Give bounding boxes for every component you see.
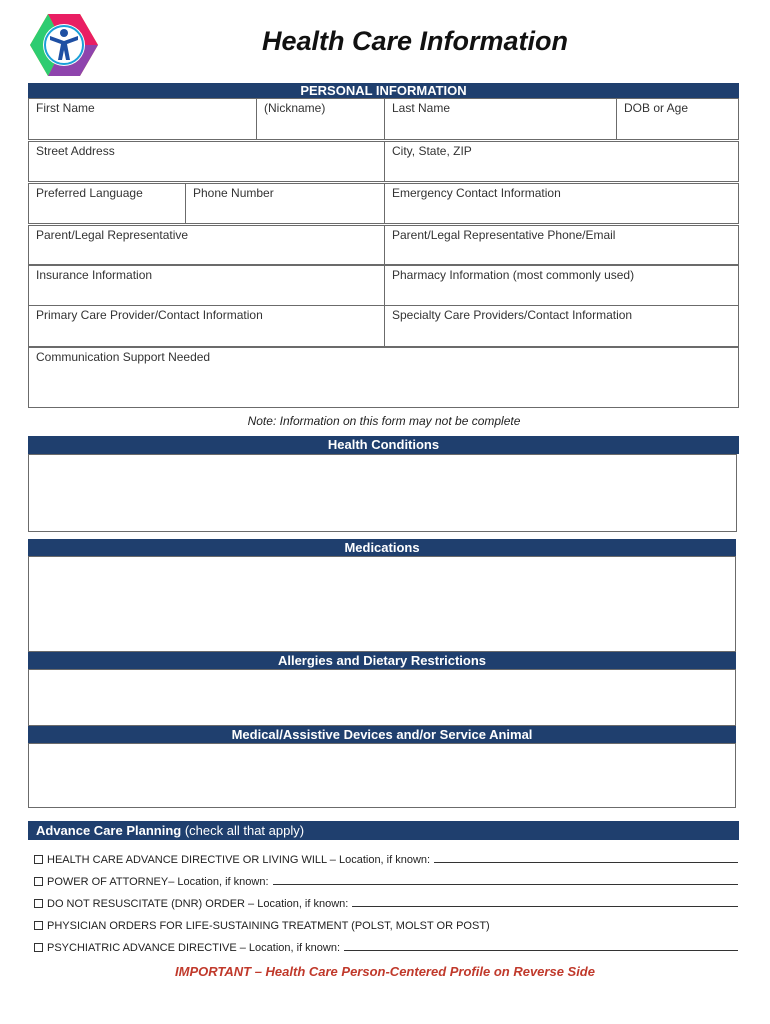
city-state-zip-label: City, State, ZIP bbox=[392, 144, 472, 158]
primary-care-label: Primary Care Provider/Contact Information bbox=[36, 308, 263, 322]
communication-support-field[interactable] bbox=[28, 347, 739, 408]
parent-contact-field[interactable] bbox=[384, 225, 739, 265]
power-of-attorney-row[interactable] bbox=[34, 872, 738, 888]
preferred-language-label: Preferred Language bbox=[36, 186, 143, 200]
first-name-field[interactable] bbox=[28, 98, 257, 140]
dob-label: DOB or Age bbox=[624, 101, 689, 115]
health-conditions-header: Health Conditions bbox=[28, 436, 739, 454]
psychiatric-directive-checkbox[interactable] bbox=[34, 943, 43, 952]
street-address-label: Street Address bbox=[36, 144, 115, 158]
parent-representative-field[interactable] bbox=[28, 225, 385, 265]
psychiatric-directive-location-line[interactable] bbox=[344, 950, 738, 951]
city-state-zip-field[interactable] bbox=[384, 141, 739, 182]
dnr-order-row[interactable] bbox=[34, 894, 738, 910]
preferred-language-field[interactable] bbox=[28, 183, 186, 224]
parent-contact-label: Parent/Legal Representative Phone/Email bbox=[392, 228, 616, 242]
power-of-attorney-checkbox[interactable] bbox=[34, 877, 43, 886]
allergies-area[interactable] bbox=[28, 669, 736, 726]
organization-logo bbox=[28, 12, 100, 78]
street-address-field[interactable] bbox=[28, 141, 385, 182]
pharmacy-field[interactable] bbox=[384, 265, 739, 306]
communication-support-label: Communication Support Needed bbox=[36, 350, 211, 364]
dnr-order-checkbox[interactable] bbox=[34, 899, 43, 908]
nickname-label: (Nickname) bbox=[264, 101, 326, 115]
page-title: Health Care Information bbox=[261, 26, 569, 56]
devices-area[interactable] bbox=[28, 743, 736, 808]
important-notice: IMPORTANT – Health Care Person-Centered Profile on Reverse Side bbox=[175, 964, 595, 979]
advance-care-header bbox=[28, 821, 739, 840]
last-name-label: Last Name bbox=[392, 101, 451, 115]
insurance-label: Insurance Information bbox=[36, 268, 153, 282]
health-conditions-area[interactable] bbox=[28, 454, 737, 532]
medications-header: Medications bbox=[28, 539, 736, 556]
dnr-order-location-line[interactable] bbox=[352, 906, 738, 907]
advance-care-subtitle: (check all that apply) bbox=[184, 823, 305, 838]
advance-directive-row[interactable] bbox=[34, 850, 738, 866]
dob-field[interactable] bbox=[616, 98, 739, 140]
polst-checkbox[interactable] bbox=[34, 921, 43, 930]
phone-number-field[interactable] bbox=[185, 183, 385, 224]
emergency-contact-field[interactable] bbox=[384, 183, 739, 224]
devices-header: Medical/Assistive Devices and/or Service Animal bbox=[28, 726, 736, 743]
specialty-care-field[interactable] bbox=[384, 305, 739, 347]
primary-care-field[interactable] bbox=[28, 305, 385, 347]
advance-care-title: Advance Care Planning bbox=[36, 823, 182, 838]
polst-row[interactable] bbox=[34, 916, 738, 932]
personal-info-header: PERSONAL INFORMATION bbox=[28, 83, 739, 99]
first-name-label: First Name bbox=[36, 101, 95, 115]
advance-directive-location-line[interactable] bbox=[434, 862, 738, 863]
advance-directive-label: HEALTH CARE ADVANCE DIRECTIVE OR LIVING WILL – Location, if known: bbox=[47, 854, 431, 866]
power-of-attorney-location-line[interactable] bbox=[273, 884, 739, 885]
polst-label: PHYSICIAN ORDERS FOR LIFE-SUSTAINING TREATMENT (POLST, MOLST OR POST) bbox=[47, 920, 490, 932]
emergency-contact-label: Emergency Contact Information bbox=[392, 186, 561, 200]
psychiatric-directive-label: PSYCHIATRIC ADVANCE DIRECTIVE – Location, if known: bbox=[47, 942, 341, 954]
form-note: Note: Information on this form may not be complete bbox=[247, 414, 521, 428]
nickname-field[interactable] bbox=[256, 98, 385, 140]
specialty-care-label: Specialty Care Providers/Contact Information bbox=[392, 308, 633, 322]
psychiatric-directive-row[interactable] bbox=[34, 938, 738, 954]
insurance-field[interactable] bbox=[28, 265, 385, 306]
last-name-field[interactable] bbox=[384, 98, 617, 140]
phone-number-label: Phone Number bbox=[193, 186, 274, 200]
dnr-order-label: DO NOT RESUSCITATE (DNR) ORDER – Location, if known: bbox=[47, 898, 349, 910]
power-of-attorney-label: POWER OF ATTORNEY– Location, if known: bbox=[47, 876, 269, 888]
advance-directive-checkbox[interactable] bbox=[34, 855, 43, 864]
parent-representative-label: Parent/Legal Representative bbox=[36, 228, 189, 242]
medications-area[interactable] bbox=[28, 556, 736, 652]
pharmacy-label: Pharmacy Information (most commonly used) bbox=[392, 268, 635, 282]
allergies-header: Allergies and Dietary Restrictions bbox=[28, 652, 736, 669]
